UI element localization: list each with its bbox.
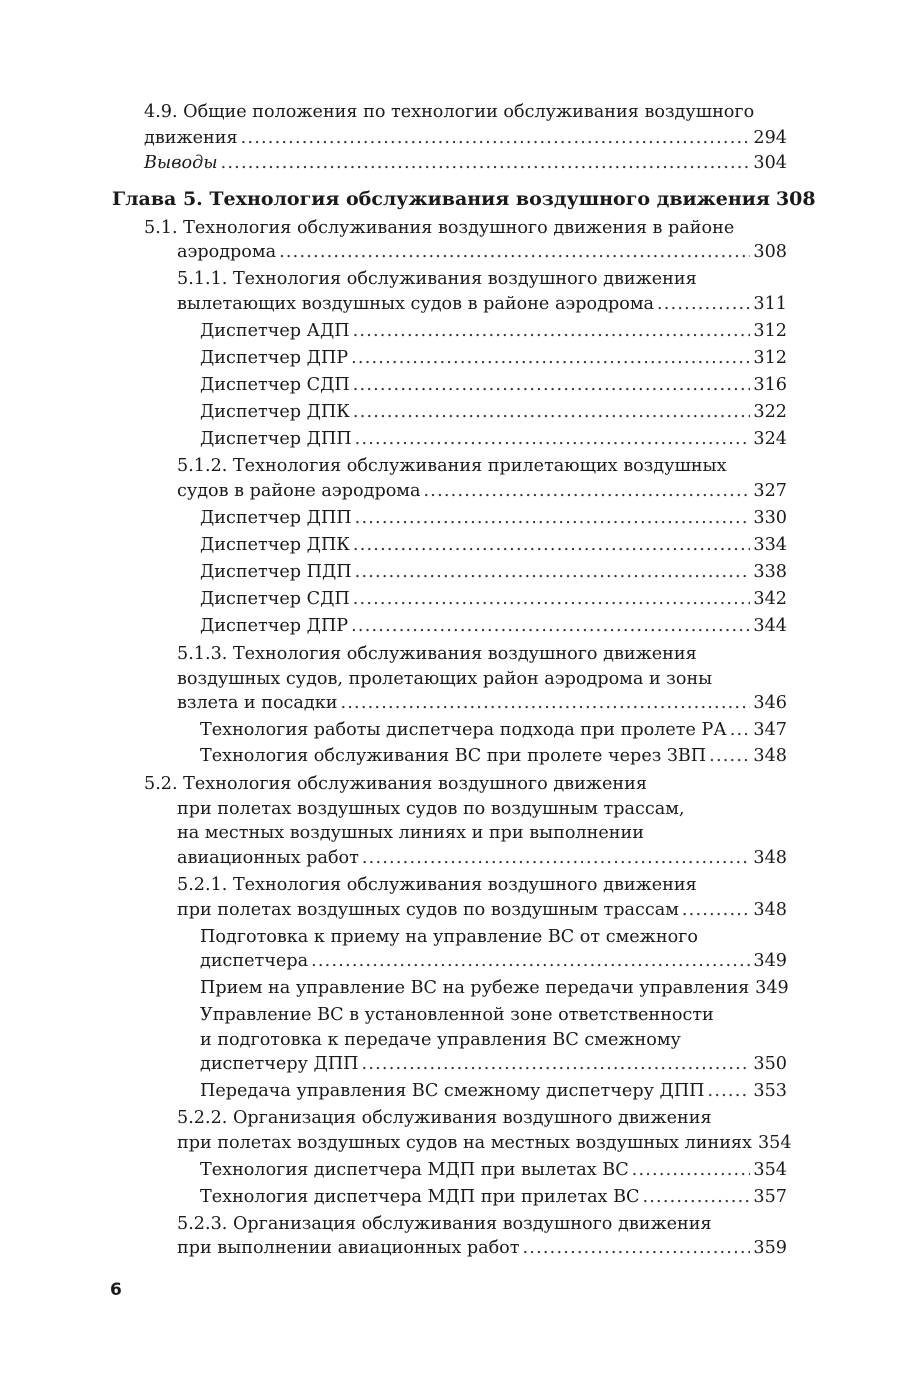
toc-page-number: 344: [753, 616, 787, 636]
dot-leader: [221, 151, 751, 175]
dot-leader: [311, 949, 750, 973]
toc-page-number: 294: [753, 128, 787, 148]
toc-entry-title: при полетах воздушных судов по воздушным трассам,: [177, 799, 685, 819]
dot-leader: [642, 1185, 750, 1209]
toc-page-number: 357: [753, 1187, 787, 1207]
toc-entry-title: движения: [144, 128, 238, 148]
toc-entry-title: 5.2.1. Технология обслуживания воздушного движения: [177, 875, 697, 895]
dot-leader: [730, 718, 751, 742]
dot-leader: [708, 1079, 751, 1103]
toc-entry-title: Диспетчер ДПП: [200, 508, 352, 528]
dot-leader: [353, 400, 750, 424]
toc-entry-title: Глава 5. Технология обслуживания воздушного движения: [112, 188, 770, 210]
toc-entry-title: при полетах воздушных судов на местных воздушных линиях: [177, 1133, 752, 1153]
dot-leader: [682, 898, 751, 922]
toc-entry-title: Управление ВС в установленной зоне ответственности: [200, 1005, 714, 1025]
toc-entry-title: 5.2.2. Организация обслуживания воздушного движения: [177, 1108, 712, 1128]
toc-page-number: 334: [753, 535, 787, 555]
toc-page-number: 348: [753, 746, 787, 766]
page-number: 6: [110, 1280, 122, 1300]
toc-entry-title: 5.1.1. Технология обслуживания воздушного движения: [177, 269, 697, 289]
toc-entry-title: Диспетчер СДП: [200, 375, 350, 395]
toc-page-number: 312: [753, 348, 787, 368]
dot-leader: [657, 292, 750, 316]
toc-entry-title: диспетчеру ДПП: [200, 1054, 359, 1074]
toc-page-number: 348: [753, 900, 787, 920]
toc-page-number: 324: [753, 429, 787, 449]
toc-entry-title: 4.9. Общие положения по технологии обслуживания воздушного: [144, 102, 755, 122]
toc-page-number: 350: [753, 1054, 787, 1074]
toc-entry-title: Диспетчер ДПР: [200, 348, 349, 368]
toc-page-number: 327: [753, 481, 787, 501]
dot-leader: [351, 346, 750, 370]
dot-leader: [279, 240, 750, 264]
toc-entry-title: 5.1. Технология обслуживания воздушного движения в районе: [144, 218, 735, 238]
toc-page-number: 359: [753, 1238, 787, 1258]
toc-entry-title: 5.2. Технология обслуживания воздушного движения: [144, 774, 647, 794]
toc-entry-title: Выводы: [144, 153, 218, 173]
toc-entry-title: на местных воздушных линиях и при выполнении: [177, 823, 644, 843]
dot-leader: [353, 587, 751, 611]
toc-entry-title: Технология работы диспетчера подхода при пролете РА: [200, 720, 727, 740]
toc-entry-title: Диспетчер СДП: [200, 589, 350, 609]
toc-entry-title: и подготовка к передаче управления ВС смежному: [200, 1030, 681, 1050]
toc-entry-title: Диспетчер АДП: [200, 321, 350, 341]
toc-entry-title: Технология обслуживания ВС при пролете через ЗВП: [200, 746, 707, 766]
dot-leader: [351, 614, 750, 638]
toc-entry-title: Прием на управление ВС на рубеже передачи управления: [200, 978, 750, 998]
toc-entry-title: Диспетчер ДПП: [200, 429, 352, 449]
toc-page-number: 322: [753, 402, 787, 422]
toc-entry-title: 5.1.2. Технология обслуживания прилетающих воздушных: [177, 456, 727, 476]
toc-entry-title: при полетах воздушных судов по воздушным трассам: [177, 900, 679, 920]
toc-page-number: 354: [753, 1160, 787, 1180]
toc-page-number: 349: [753, 951, 787, 971]
toc-entry-title: 5.2.3. Организация обслуживания воздушного движения: [177, 1214, 712, 1234]
toc-entry-title: при выполнении авиационных работ: [177, 1238, 520, 1258]
dot-leader: [355, 560, 751, 584]
toc-entry-title: судов в районе аэродрома: [177, 481, 421, 501]
toc-page-number: 338: [753, 562, 787, 582]
dot-leader: [241, 126, 751, 150]
toc-entry-title: Диспетчер ПДП: [200, 562, 352, 582]
dot-leader: [353, 533, 750, 557]
dot-leader: [340, 691, 750, 715]
toc-page-number: 349: [755, 978, 789, 998]
dot-leader: [632, 1158, 751, 1182]
dot-leader: [424, 479, 751, 503]
toc-page-number: 311: [753, 294, 787, 314]
dot-leader: [353, 319, 751, 343]
toc-entry-title: авиационных работ: [177, 848, 359, 868]
toc-page-number: 312: [753, 321, 787, 341]
dot-leader: [362, 846, 751, 870]
toc-page-number: 346: [753, 693, 787, 713]
toc-entry-title: Технология диспетчера МДП при вылетах ВС: [200, 1160, 629, 1180]
toc-entry-title: 5.1.3. Технология обслуживания воздушного движения: [177, 644, 697, 664]
dot-leader: [355, 427, 751, 451]
toc-entry-title: Подготовка к приему на управление ВС от смежного: [200, 927, 698, 947]
toc-entry-title: Диспетчер ДПК: [200, 402, 350, 422]
dot-leader: [709, 744, 750, 768]
toc-entry-title: воздушных судов, пролетающих район аэродрома и зоны: [177, 669, 713, 689]
toc-page-number: 342: [753, 589, 787, 609]
dot-leader: [523, 1236, 751, 1260]
toc-entry-title: вылетающих воздушных судов в районе аэродрома: [177, 294, 654, 314]
toc-entry-title: диспетчера: [200, 951, 309, 971]
toc-page-number: 353: [753, 1081, 787, 1101]
toc-entry-title: Технология диспетчера МДП при прилетах ВС: [200, 1187, 640, 1207]
toc-page-number: 316: [753, 375, 787, 395]
dot-leader: [355, 506, 751, 530]
dot-leader: [362, 1052, 751, 1076]
toc-entry-title: аэродрома: [177, 242, 277, 262]
toc-page-number: 348: [753, 848, 787, 868]
dot-leader: [353, 373, 751, 397]
toc-page-number: 304: [753, 153, 787, 173]
toc-entry-title: Передача управления ВС смежному диспетчеру ДПП: [200, 1081, 705, 1101]
toc-page-number: 354: [757, 1133, 792, 1153]
toc-page-number: 330: [753, 508, 787, 528]
toc-page-number: 347: [753, 720, 787, 740]
toc-page-number: 308: [775, 188, 816, 210]
toc-entry-title: взлета и посадки: [177, 693, 338, 713]
toc-page-number: 308: [753, 242, 787, 262]
toc-entry-title: Диспетчер ДПК: [200, 535, 350, 555]
toc-entry-title: Диспетчер ДПР: [200, 616, 349, 636]
